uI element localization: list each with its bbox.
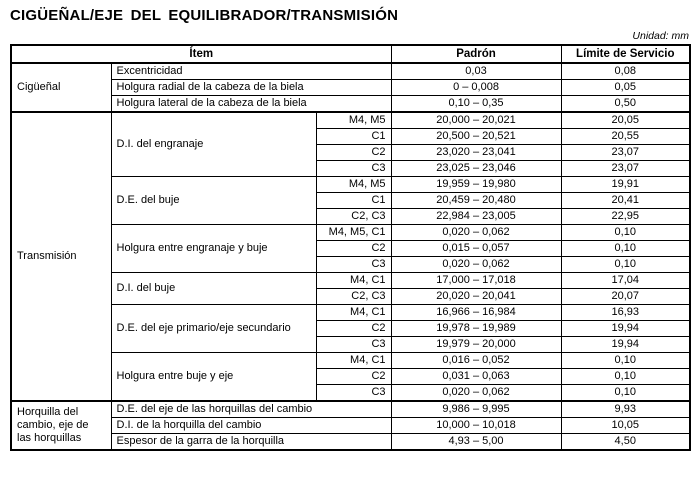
variant-cell: M4, M5 [316, 112, 391, 129]
limit-cell: 0,10 [561, 257, 690, 273]
standard-cell: 20,500 – 20,521 [391, 129, 561, 145]
standard-cell: 20,459 – 20,480 [391, 193, 561, 209]
standard-cell: 0,016 – 0,052 [391, 353, 561, 369]
item-cell: Holgura lateral de la cabeza de la biela [111, 96, 391, 113]
limit-cell: 19,94 [561, 337, 690, 353]
variant-cell: C1 [316, 129, 391, 145]
limit-cell: 23,07 [561, 161, 690, 177]
standard-cell: 0,020 – 0,062 [391, 225, 561, 241]
table-row [11, 112, 690, 129]
table-row [11, 80, 690, 96]
limit-cell: 20,07 [561, 289, 690, 305]
page-title: CIGÜEÑAL/EJE DEL EQUILIBRADOR/TRANSMISIÓN [10, 7, 399, 24]
limit-cell: 0,10 [561, 385, 690, 402]
limit-cell: 0,50 [561, 96, 690, 113]
standard-cell: 16,966 – 16,984 [391, 305, 561, 321]
table-row [11, 353, 690, 369]
limit-cell: 0,10 [561, 353, 690, 369]
table-row [11, 401, 690, 418]
variant-cell: C2 [316, 241, 391, 257]
unit-note: Unidad: mm [632, 30, 689, 42]
table-row [11, 434, 690, 451]
item-cell: Espesor de la garra de la horquilla [111, 434, 391, 451]
standard-cell: 9,986 – 9,995 [391, 401, 561, 418]
standard-cell: 19,979 – 20,000 [391, 337, 561, 353]
limit-cell: 0,05 [561, 80, 690, 96]
item-cell: D.E. del eje de las horquillas del cambio [111, 401, 391, 418]
variant-cell: M4, M5 [316, 177, 391, 193]
variant-cell: C2, C3 [316, 289, 391, 305]
limit-cell: 16,93 [561, 305, 690, 321]
column-header-standard: Padrón [391, 45, 561, 63]
variant-cell: M4, C1 [316, 273, 391, 289]
limit-cell: 4,50 [561, 434, 690, 451]
variant-cell: M4, C1 [316, 353, 391, 369]
standard-cell: 20,020 – 20,041 [391, 289, 561, 305]
limit-cell: 23,07 [561, 145, 690, 161]
table-header-row [11, 45, 690, 63]
limit-cell: 20,05 [561, 112, 690, 129]
item-cell: Holgura entre engranaje y buje [111, 225, 316, 273]
standard-cell: 4,93 – 5,00 [391, 434, 561, 451]
standard-cell: 0 – 0,008 [391, 80, 561, 96]
standard-cell: 0,031 – 0,063 [391, 369, 561, 385]
standard-cell: 19,959 – 19,980 [391, 177, 561, 193]
limit-cell: 19,91 [561, 177, 690, 193]
spec-table-body [11, 63, 690, 450]
limit-cell: 17,04 [561, 273, 690, 289]
limit-cell: 9,93 [561, 401, 690, 418]
variant-cell: C3 [316, 161, 391, 177]
variant-cell: C3 [316, 385, 391, 402]
limit-cell: 19,94 [561, 321, 690, 337]
category-cell: Transmisión [11, 112, 111, 401]
limit-cell: 22,95 [561, 209, 690, 225]
standard-cell: 0,020 – 0,062 [391, 257, 561, 273]
standard-cell: 0,10 – 0,35 [391, 96, 561, 113]
item-cell: D.I. de la horquilla del cambio [111, 418, 391, 434]
variant-cell: C2, C3 [316, 209, 391, 225]
standard-cell: 0,03 [391, 63, 561, 80]
item-cell: D.I. del engranaje [111, 112, 316, 177]
standard-cell: 0,020 – 0,062 [391, 385, 561, 402]
variant-cell: C2 [316, 321, 391, 337]
standard-cell: 19,978 – 19,989 [391, 321, 561, 337]
item-cell: Excentricidad [111, 63, 391, 80]
table-row [11, 418, 690, 434]
column-header-service-limit: Límite de Servicio [561, 45, 690, 63]
standard-cell: 23,025 – 23,046 [391, 161, 561, 177]
standard-cell: 22,984 – 23,005 [391, 209, 561, 225]
spec-table [10, 44, 691, 451]
table-row [11, 96, 690, 113]
limit-cell: 20,41 [561, 193, 690, 209]
standard-cell: 20,000 – 20,021 [391, 112, 561, 129]
item-cell: Holgura entre buje y eje [111, 353, 316, 402]
variant-cell: C3 [316, 257, 391, 273]
limit-cell: 20,55 [561, 129, 690, 145]
table-row [11, 305, 690, 321]
table-row [11, 177, 690, 193]
variant-cell: C1 [316, 193, 391, 209]
variant-cell: M4, M5, C1 [316, 225, 391, 241]
standard-cell: 17,000 – 17,018 [391, 273, 561, 289]
variant-cell: C3 [316, 337, 391, 353]
standard-cell: 10,000 – 10,018 [391, 418, 561, 434]
limit-cell: 0,10 [561, 369, 690, 385]
variant-cell: M4, C1 [316, 305, 391, 321]
variant-cell: C2 [316, 145, 391, 161]
item-cell: D.I. del buje [111, 273, 316, 305]
column-header-item: Ítem [11, 45, 391, 63]
table-row [11, 63, 690, 80]
limit-cell: 0,10 [561, 241, 690, 257]
item-cell: D.E. del buje [111, 177, 316, 225]
table-row [11, 273, 690, 289]
standard-cell: 0,015 – 0,057 [391, 241, 561, 257]
table-row [11, 225, 690, 241]
item-cell: Holgura radial de la cabeza de la biela [111, 80, 391, 96]
variant-cell: C2 [316, 369, 391, 385]
category-cell: Cigüeñal [11, 63, 111, 112]
item-cell: D.E. del eje primario/eje secundario [111, 305, 316, 353]
limit-cell: 0,08 [561, 63, 690, 80]
standard-cell: 23,020 – 23,041 [391, 145, 561, 161]
limit-cell: 10,05 [561, 418, 690, 434]
category-cell: Horquilla del cambio, eje de las horquillas [11, 401, 111, 450]
limit-cell: 0,10 [561, 225, 690, 241]
